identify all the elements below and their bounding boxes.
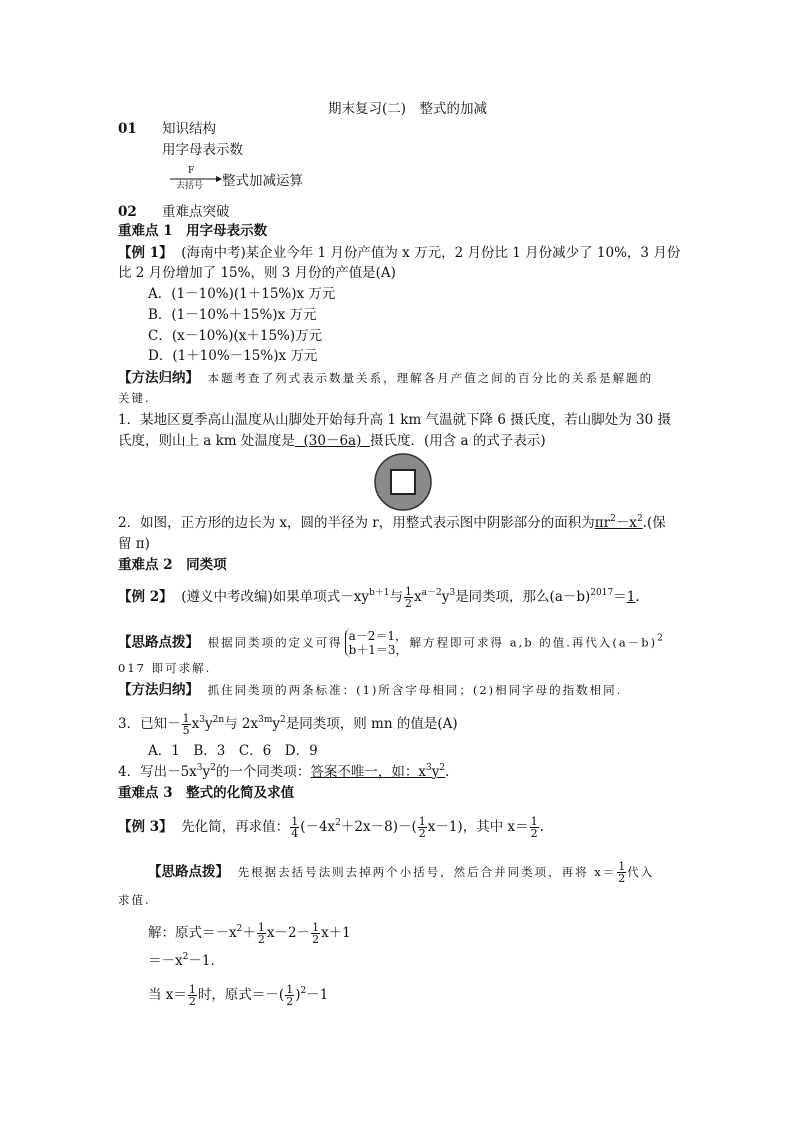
arrow-bottom-label: 去括号 [176, 181, 204, 191]
solution-text: ＝－x [148, 953, 183, 969]
exponent: 2 [280, 715, 286, 725]
exponent: 2 [210, 763, 216, 773]
example-tag: 【例 1】 [118, 245, 173, 261]
denominator: 2 [530, 827, 538, 840]
answer-blank [310, 764, 445, 780]
denominator: 2 [312, 933, 320, 946]
example-text: . [635, 589, 640, 605]
example-3 [118, 816, 544, 839]
section-heading: 知识结构 [162, 121, 216, 137]
section-number: 01 [118, 121, 137, 137]
solution-line-2 [148, 952, 215, 970]
question-text: . [445, 764, 450, 780]
hint-text: 先根据去括号法则去掉两个小括号，然后合并同类项，再将 x＝ [237, 865, 617, 879]
equation: a－2＝1， [348, 629, 408, 643]
question-text: 是同类项，则 mn 的值是(A) [285, 716, 458, 732]
example-text: x－1)，其中 x＝ [427, 819, 529, 835]
answer-text: －x [615, 515, 637, 531]
numerator: 1 [618, 860, 626, 873]
exponent: 2 [610, 514, 616, 524]
exponent: a－2 [421, 588, 442, 598]
numerator: 1 [188, 983, 196, 996]
question-1-line-1: 1．某地区夏季高山温度从山脚处开始每升高 1 km 气温就下降 6 摄氏度，若山脚处为 30 摄 [118, 412, 671, 428]
exponent: 2 [236, 924, 243, 934]
example-text: 先化简，再求值： [181, 819, 290, 835]
hint-text: 解方程即可求得 a,b 的值.再代入(a－b) [409, 635, 658, 650]
answer-text: (30－6a) [303, 433, 362, 449]
exponent: 3 [426, 763, 432, 773]
denominator: 2 [618, 872, 626, 885]
hint-2-line-2: 017 即可求解. [118, 661, 212, 675]
example-1-line-1 [118, 244, 680, 262]
solution-text: x－2－ [266, 925, 311, 941]
solution-text: －1 [306, 987, 329, 1003]
solution-text: 当 x＝ [148, 987, 187, 1003]
key-point-heading: 重难点 3 整式的化简及求值 [118, 785, 295, 801]
question-text: 4．写出－5x [118, 764, 197, 780]
exponent: 2 [439, 763, 446, 773]
equation: b＋1＝3， [348, 643, 408, 657]
numerator: 1 [291, 815, 299, 828]
example-text: ＝ [613, 589, 627, 605]
question-text: 摄氏度．(用含 a 的式子表示) [369, 433, 546, 449]
exponent: 3m [258, 715, 273, 725]
solution-line-1 [148, 922, 351, 945]
numerator: 1 [418, 815, 426, 828]
answer-text: y [431, 764, 440, 780]
example-tag: 【例 3】 [118, 819, 173, 835]
solution-text: ＋ [242, 925, 256, 941]
question-text: 氏度，则山上 a km 处温度是 [118, 433, 295, 449]
solution-line-3 [148, 984, 328, 1007]
structure-line-1: 用字母表示数 [162, 142, 243, 158]
fraction [257, 922, 266, 945]
numerator: 1 [312, 921, 320, 934]
hint-tag: 【思路点拨】 [148, 864, 229, 880]
hint-2-line-1 [118, 629, 663, 657]
exponent: 3 [196, 763, 203, 773]
option-a: A．(1－10%)(1＋15%)x 万元 [148, 286, 336, 302]
question-text: .(保 [642, 515, 666, 531]
example-text: (海南中考)某企业今年 1 月份产值为 x 万元，2 月份比 1 月份减少了 10%，3 月份 [181, 245, 681, 261]
equation-system [345, 629, 408, 657]
hint-3-line-2: 求值. [118, 893, 151, 907]
denominator: 2 [257, 933, 265, 946]
fraction [404, 586, 413, 609]
question-3 [118, 713, 458, 736]
question-4 [118, 763, 449, 781]
method-text-line-2: 关键. [118, 391, 151, 405]
example-text: (－4x [300, 819, 336, 835]
section-number: 02 [118, 204, 137, 220]
question-2-line-2: 留 π) [118, 536, 150, 552]
question-1-line-2 [118, 432, 546, 450]
key-point-heading: 重难点 2 同类项 [118, 557, 227, 573]
question-2-line-1 [118, 514, 666, 532]
numerator: 1 [182, 712, 190, 725]
question-text: x [191, 716, 200, 732]
exponent: 2 [182, 952, 189, 962]
example-text: x [413, 589, 422, 605]
question-text: 与 2x [224, 716, 259, 732]
exponent: 2 [335, 818, 341, 828]
fraction [188, 984, 197, 1007]
option-d: D．(1＋10%－15%)x 万元 [148, 348, 318, 364]
exponent: 2 [657, 633, 663, 644]
right-arrow-icon [170, 172, 222, 184]
method-summary [118, 369, 653, 387]
answer-blank [595, 515, 643, 531]
example-text: 与 [389, 589, 403, 605]
solution-text: x＋1 [321, 925, 351, 941]
solution-text: ) [295, 987, 301, 1003]
fraction [311, 922, 320, 945]
section-heading: 重难点突破 [162, 204, 230, 220]
method-text: 本题考查了列式表示数量关系，理解各月产值之间的百分比的关系是解题的 [207, 371, 654, 385]
denominator: 5 [182, 724, 190, 737]
question-text: y [202, 764, 211, 780]
method-summary [118, 681, 622, 699]
option-c: C．(x－10%)(x＋15%)万元 [148, 328, 323, 344]
answer-blank [295, 433, 370, 449]
numerator: 1 [257, 921, 265, 934]
denominator: 2 [286, 995, 294, 1008]
example-2 [118, 586, 640, 609]
hint-text: 根据同类项的定义可得 [207, 635, 343, 650]
example-text: 是同类项，那么(a－b) [455, 589, 591, 605]
example-1-line-2: 比 2 月份增加了 15%，则 3 月份的产值是(A) [118, 265, 396, 281]
arrow-top-label: F [188, 166, 195, 176]
solution-text: 解：原式＝－x [148, 925, 237, 941]
answer-text: 1 [626, 589, 636, 605]
denominator: 2 [404, 597, 412, 610]
question-3-options: A．1 B．3 C．6 D．9 [148, 743, 318, 759]
question-text: y [204, 716, 213, 732]
answer-text: 答案不唯一，如：x [310, 764, 427, 780]
option-b: B．(1－10%＋15%)x 万元 [148, 307, 317, 323]
example-text: y [441, 589, 450, 605]
exponent: 2 [636, 514, 643, 524]
numerator: 1 [530, 815, 538, 828]
hint-tag: 【思路点拨】 [118, 634, 199, 651]
exponent: 2 [300, 986, 307, 996]
hint-text: 代入 [627, 865, 655, 879]
method-text: 抓住同类项的两条标准：(1)所含字母相同；(2)相同字母的指数相同. [207, 683, 623, 697]
denominator: 4 [291, 827, 299, 840]
fraction [290, 816, 299, 839]
solution-text: 时，原式＝－( [197, 987, 285, 1003]
method-tag: 【方法归纳】 [118, 682, 199, 698]
answer-text: πr [594, 515, 611, 531]
question-text: y [272, 716, 281, 732]
numerator: 1 [404, 585, 412, 598]
question-text: 3．已知－ [118, 716, 181, 732]
question-text: 的一个同类项： [215, 764, 311, 780]
key-point-heading: 重难点 1 用字母表示数 [118, 223, 268, 239]
example-text: . [539, 819, 544, 835]
fraction [530, 816, 539, 839]
fraction [182, 713, 191, 736]
numerator: 1 [286, 983, 294, 996]
solution-text: －1. [188, 953, 215, 969]
hint-3-line-1 [148, 861, 654, 884]
circle-square-figure [373, 452, 433, 512]
exponent: 2n [212, 715, 225, 725]
exponent: b＋1 [368, 588, 390, 598]
exponent: 2017 [590, 588, 614, 598]
exponent: 3 [199, 715, 205, 725]
fraction [418, 816, 427, 839]
fraction [285, 984, 294, 1007]
fraction [617, 861, 626, 884]
exponent: 3 [449, 588, 456, 598]
denominator: 2 [188, 995, 196, 1008]
structure-line-2: 整式加减运算 [222, 173, 303, 189]
question-text: 2．如图，正方形的边长为 x，圆的半径为 r，用整式表示图中阴影部分的面积为 [118, 515, 595, 531]
example-text: ＋2x－8)－( [340, 819, 417, 835]
method-tag: 【方法归纳】 [118, 370, 199, 386]
example-tag: 【例 2】 [118, 589, 173, 605]
example-text: (遵义中考改编)如果单项式－xy [181, 589, 369, 605]
denominator: 2 [418, 827, 426, 840]
page-title: 期末复习(二) 整式的加减 [328, 101, 488, 117]
